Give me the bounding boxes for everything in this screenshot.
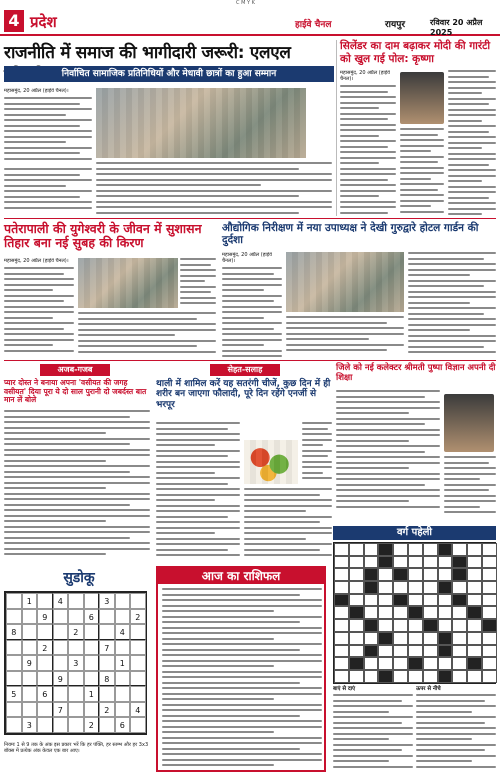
crossword-cell: [349, 632, 364, 645]
crossword-cell: [482, 645, 497, 658]
section-rule: [4, 218, 496, 219]
crossword-cell: [364, 556, 379, 569]
crossword-cell: [467, 556, 482, 569]
lead-body-col-3: [4, 168, 92, 214]
crossword-cell: [423, 645, 438, 658]
sudoku-cell: 6: [115, 717, 131, 733]
crossword-cell: [334, 657, 349, 670]
crossword-cell: [408, 645, 423, 658]
sudoku-cell: [22, 671, 38, 687]
sudoku-cell: 7: [99, 640, 115, 656]
story-two-body: [4, 258, 74, 358]
sudoku-cell: [130, 624, 146, 640]
sudoku-cell: [22, 702, 38, 718]
sudoku-title: सुडोकू: [63, 570, 95, 586]
crossword-cell: [467, 657, 482, 670]
side-body-col-2: [448, 70, 496, 216]
story-two-photo: [78, 258, 178, 308]
crossword-cell: [334, 606, 349, 619]
crossword-grid: [333, 542, 496, 684]
crossword-cell: [334, 645, 349, 658]
sudoku-cell: 2: [84, 717, 100, 733]
crossword-cell: [452, 657, 467, 670]
sudoku-cell: [99, 655, 115, 671]
story-five-photo: [244, 440, 298, 484]
crossword-cell: [438, 568, 453, 581]
crossword-cell: [408, 543, 423, 556]
crossword-cell: [364, 581, 379, 594]
story-two-body-2: [78, 312, 216, 358]
crossword-cell: [408, 556, 423, 569]
issue-date: रविवार 20 अप्रैल 2025: [430, 18, 483, 37]
story-three-headline: औद्योगिक निरीक्षण में नया उपाध्यक्ष ने देखी गुरुद्वारे होटल गार्डन की दुर्दशा: [222, 222, 479, 247]
crossword-cell: [349, 594, 364, 607]
crossword-cell: [408, 670, 423, 683]
sudoku-cell: [6, 671, 22, 687]
sudoku-cell: [84, 671, 100, 687]
crossword-cell: [467, 645, 482, 658]
sudoku-cell: [84, 640, 100, 656]
sudoku-cell: [68, 702, 84, 718]
crossword-cell: [393, 657, 408, 670]
sudoku-cell: [6, 702, 22, 718]
crossword-cell: [334, 670, 349, 683]
sudoku-cell: 1: [84, 686, 100, 702]
crossword-cell: [378, 670, 393, 683]
crossword-cell: [482, 543, 497, 556]
crossword-cell: [408, 619, 423, 632]
story-three-dateline: महासमुंद, 20 अप्रैल (हाईवे चैनल)।: [222, 252, 272, 264]
story-three-body: [222, 252, 282, 358]
sudoku-cell: 2: [99, 702, 115, 718]
sudoku-cell: 3: [22, 717, 38, 733]
crossword-cell: [378, 581, 393, 594]
sudoku-cell: 9: [37, 609, 53, 625]
crossword-cell: [408, 568, 423, 581]
sudoku-cell: [53, 640, 69, 656]
crossword-cell: [364, 606, 379, 619]
sudoku-cell: [84, 655, 100, 671]
crossword-cell: [423, 568, 438, 581]
sudoku-cell: [37, 593, 53, 609]
crossword-cell: [423, 619, 438, 632]
side-headline: सिलेंडर का दाम बढ़ाकर मोदी की गारंटी को खुल गई पोल: कृष्णा: [340, 40, 491, 65]
sudoku-cell: [115, 609, 131, 625]
sudoku-cell: 1: [22, 593, 38, 609]
lead-dateline: महासमुंद, 20 अप्रैल (हाईवे चैनल)।: [4, 88, 69, 94]
crossword-cell: [378, 657, 393, 670]
section-title: प्रदेश: [30, 13, 57, 31]
crossword-cell: [452, 619, 467, 632]
crossword-cell: [364, 568, 379, 581]
crossword-cell: [467, 632, 482, 645]
crossword-cell: [349, 619, 364, 632]
story-five-body: [156, 422, 240, 562]
sudoku-cell: [37, 624, 53, 640]
sudoku-cell: [22, 686, 38, 702]
crossword-cell: [482, 581, 497, 594]
sudoku-cell: 4: [115, 624, 131, 640]
crossword-cell: [438, 606, 453, 619]
sudoku-cell: [6, 655, 22, 671]
crossword-cell: [349, 606, 364, 619]
horoscope-title: आज का राशिफल: [158, 568, 324, 584]
crossword-cell: [408, 594, 423, 607]
crossword-cell: [378, 606, 393, 619]
sudoku-cell: 3: [99, 593, 115, 609]
story-three-body-2: [286, 316, 404, 358]
sudoku-cell: 2: [37, 640, 53, 656]
crossword-cell: [423, 657, 438, 670]
sudoku-cell: [6, 717, 22, 733]
crossword-cell: [364, 670, 379, 683]
lead-body-col-1: [4, 88, 92, 166]
crossword-cell: [467, 670, 482, 683]
lead-body-col-2: [96, 162, 332, 214]
sudoku-cell: [115, 702, 131, 718]
crossword-cell: [482, 556, 497, 569]
crossword-cell: [408, 632, 423, 645]
lead-photo: [96, 88, 306, 158]
sudoku-cell: [6, 640, 22, 656]
crossword-cell: [467, 568, 482, 581]
crossword-cell: [334, 568, 349, 581]
page-header: [0, 8, 500, 36]
crossword-cell: [378, 594, 393, 607]
sudoku-cell: 2: [68, 624, 84, 640]
story-four-tag: अजब-गजब: [40, 364, 110, 376]
crossword-cell: [467, 606, 482, 619]
sudoku-cell: 4: [53, 593, 69, 609]
sudoku-cell: [68, 717, 84, 733]
cmyk-marks: C M Y K: [236, 0, 255, 6]
clues-across-title: बाएं से दाएं: [333, 686, 356, 692]
sudoku-cell: [37, 655, 53, 671]
crossword-cell: [349, 670, 364, 683]
crossword-cell: [482, 670, 497, 683]
sudoku-cell: [84, 702, 100, 718]
crossword-cell: [393, 556, 408, 569]
story-four-headline: प्यार दोस्त ने बनाया अपना 'वसीयत की जगह वसीयत' दिया पूरा ये दो साल पुरानी दो जबर्दस्त बात मान लें बोले: [4, 378, 147, 405]
sudoku-cell: [22, 640, 38, 656]
sudoku-cell: 4: [130, 702, 146, 718]
crossword-cell: [349, 581, 364, 594]
crossword-cell: [364, 645, 379, 658]
sudoku-cell: [130, 655, 146, 671]
section-rule-2: [4, 360, 496, 361]
crossword-cell: [393, 594, 408, 607]
crossword-cell: [452, 543, 467, 556]
sudoku-cell: [68, 609, 84, 625]
crossword-cell: [393, 645, 408, 658]
crossword-cell: [482, 594, 497, 607]
crossword-cell: [438, 632, 453, 645]
crossword-cell: [334, 556, 349, 569]
crossword-cell: [393, 543, 408, 556]
sudoku-cell: [68, 640, 84, 656]
sudoku-cell: 1: [115, 655, 131, 671]
sudoku-cell: [22, 624, 38, 640]
horoscope-box: [156, 566, 326, 772]
sudoku-cell: [99, 624, 115, 640]
print-strip: [0, 0, 500, 7]
story-three-photo: [286, 252, 404, 312]
crossword-cell: [423, 581, 438, 594]
crossword-cell: [423, 670, 438, 683]
crossword-cell: [393, 606, 408, 619]
sudoku-cell: [115, 686, 131, 702]
crossword-title: वर्ग पहेली: [333, 526, 496, 540]
sudoku-cell: [68, 593, 84, 609]
sudoku-puzzle: [4, 568, 154, 735]
sudoku-cell: 5: [6, 686, 22, 702]
crossword-cell: [349, 657, 364, 670]
side-body-col-3: [400, 128, 444, 216]
sudoku-cell: 9: [53, 671, 69, 687]
story-six-photo: [444, 394, 494, 452]
story-six-body: [336, 390, 440, 520]
crossword-puzzle: [333, 526, 496, 684]
crossword-cell: [482, 606, 497, 619]
story-two-headline: पतेरापाली की युगेश्वरी के जीवन में सुशासन तिहार बना नई सुबह की किरण: [4, 221, 202, 251]
crossword-cell: [467, 581, 482, 594]
crossword-cell: [408, 657, 423, 670]
sudoku-cell: [53, 686, 69, 702]
sudoku-cell: [68, 686, 84, 702]
sudoku-cell: [130, 671, 146, 687]
story-five-headline: थाली में शामिल करें यह सतरंगी चीजें, कुछ दिन में ही शरीर बन जाएगा फौलादी, पूरे दिन रहेंगे एनर्जी से भरपूर: [156, 379, 331, 410]
sudoku-cell: 7: [53, 702, 69, 718]
crossword-cell: [378, 632, 393, 645]
side-photo: [400, 72, 444, 124]
crossword-cell: [378, 543, 393, 556]
crossword-cell: [452, 645, 467, 658]
column-divider: [336, 40, 337, 216]
sudoku-cell: 6: [37, 686, 53, 702]
crossword-cell: [482, 568, 497, 581]
crossword-cell: [438, 581, 453, 594]
crossword-cell: [423, 543, 438, 556]
story-four-body: [4, 410, 150, 560]
crossword-cell: [452, 670, 467, 683]
sudoku-cell: [130, 686, 146, 702]
sudoku-instructions: नियमः 1 से 9 तक के अंक इस प्रकार भरें कि हर पंक्ति, हर स्तम्भ और हर 3x3 बॉक्स में प्रत्येक अंक केवल एक बार आए।: [4, 742, 149, 754]
crossword-cell: [334, 581, 349, 594]
sudoku-cell: [53, 609, 69, 625]
crossword-cell: [393, 670, 408, 683]
sudoku-cell: [37, 671, 53, 687]
sudoku-cell: [53, 717, 69, 733]
sudoku-cell: 3: [68, 655, 84, 671]
crossword-cell: [467, 619, 482, 632]
crossword-cell: [349, 556, 364, 569]
crossword-cell: [378, 556, 393, 569]
crossword-cell: [438, 543, 453, 556]
crossword-cell: [482, 657, 497, 670]
sudoku-cell: [130, 717, 146, 733]
crossword-cell: [438, 619, 453, 632]
lead-subheadline: निर्वाचित सामाजिक प्रतिनिधियों और मेधावी छात्रों का हुआ सम्मान: [4, 66, 334, 82]
sudoku-cell: 8: [6, 624, 22, 640]
story-two-dateline: महासमुंद, 20 अप्रैल (हाईवे चैनल)।: [4, 258, 69, 264]
crossword-cell: [378, 619, 393, 632]
sudoku-cell: 6: [84, 609, 100, 625]
sudoku-cell: 2: [130, 609, 146, 625]
crossword-cell: [408, 606, 423, 619]
crossword-cell: [467, 543, 482, 556]
sudoku-cell: 9: [22, 655, 38, 671]
sudoku-cell: [99, 686, 115, 702]
crossword-cell: [364, 632, 379, 645]
crossword-cell: [452, 568, 467, 581]
sudoku-grid: [4, 591, 147, 735]
story-five-body-3: [302, 422, 332, 484]
crossword-cell: [452, 606, 467, 619]
sudoku-cell: [68, 671, 84, 687]
paper-name: हाईवे चैनल: [295, 20, 332, 30]
crossword-cell: [378, 568, 393, 581]
sudoku-cell: [53, 624, 69, 640]
crossword-cell: [438, 670, 453, 683]
crossword-cell: [452, 632, 467, 645]
sudoku-cell: [84, 593, 100, 609]
crossword-cell: [393, 619, 408, 632]
crossword-cell: [334, 543, 349, 556]
sudoku-cell: [22, 609, 38, 625]
story-five-tag: सेहत-सलाह: [210, 364, 280, 376]
crossword-clues-down: [416, 685, 496, 773]
crossword-cell: [334, 619, 349, 632]
crossword-cell: [364, 619, 379, 632]
crossword-cell: [438, 594, 453, 607]
story-two-body-3: [180, 258, 216, 310]
sudoku-cell: 8: [99, 671, 115, 687]
sudoku-cell: [53, 655, 69, 671]
crossword-cell: [452, 581, 467, 594]
sudoku-cell: [99, 609, 115, 625]
story-six-body-2: [444, 456, 496, 520]
crossword-cell: [364, 543, 379, 556]
crossword-clues-across: [333, 685, 413, 773]
crossword-cell: [364, 594, 379, 607]
crossword-cell: [349, 645, 364, 658]
story-five-body-2: [244, 488, 332, 562]
crossword-cell: [452, 556, 467, 569]
page-number: 4: [4, 10, 24, 32]
crossword-cell: [334, 632, 349, 645]
sudoku-cell: [130, 640, 146, 656]
crossword-cell: [364, 657, 379, 670]
crossword-cell: [349, 568, 364, 581]
horoscope-list: [162, 588, 322, 770]
side-body-col-1: [340, 70, 396, 216]
crossword-cell: [393, 568, 408, 581]
side-dateline: महासमुंद, 20 अप्रैल (हाईवे चैनल)।: [340, 70, 390, 82]
sudoku-cell: [37, 702, 53, 718]
sudoku-cell: [6, 609, 22, 625]
crossword-cell: [452, 594, 467, 607]
story-three-body-3: [408, 252, 496, 358]
sudoku-cell: [130, 593, 146, 609]
crossword-cell: [423, 606, 438, 619]
lead-headline: राजनीति में समाज की भागीदारी जरूरी: एलएल: [4, 43, 291, 63]
crossword-cell: [438, 645, 453, 658]
crossword-cell: [349, 543, 364, 556]
city-name: रायपुर: [385, 20, 406, 30]
crossword-cell: [334, 594, 349, 607]
sudoku-cell: [37, 717, 53, 733]
crossword-cell: [482, 619, 497, 632]
sudoku-cell: [84, 624, 100, 640]
crossword-cell: [423, 556, 438, 569]
clues-down-title: ऊपर से नीचे: [416, 686, 441, 692]
story-six-headline: जिले को नई कलेक्टर श्रीमती पुष्पा विज्ञान अपनी दी शिक्षा: [336, 363, 496, 383]
sudoku-cell: [115, 671, 131, 687]
crossword-cell: [423, 632, 438, 645]
sudoku-cell: [6, 593, 22, 609]
crossword-cell: [467, 594, 482, 607]
crossword-cell: [438, 556, 453, 569]
sudoku-cell: [115, 640, 131, 656]
sudoku-cell: [115, 593, 131, 609]
crossword-cell: [438, 657, 453, 670]
crossword-cell: [393, 581, 408, 594]
sudoku-cell: [99, 717, 115, 733]
crossword-cell: [408, 581, 423, 594]
crossword-cell: [393, 632, 408, 645]
crossword-cell: [482, 632, 497, 645]
crossword-cell: [423, 594, 438, 607]
crossword-cell: [378, 645, 393, 658]
